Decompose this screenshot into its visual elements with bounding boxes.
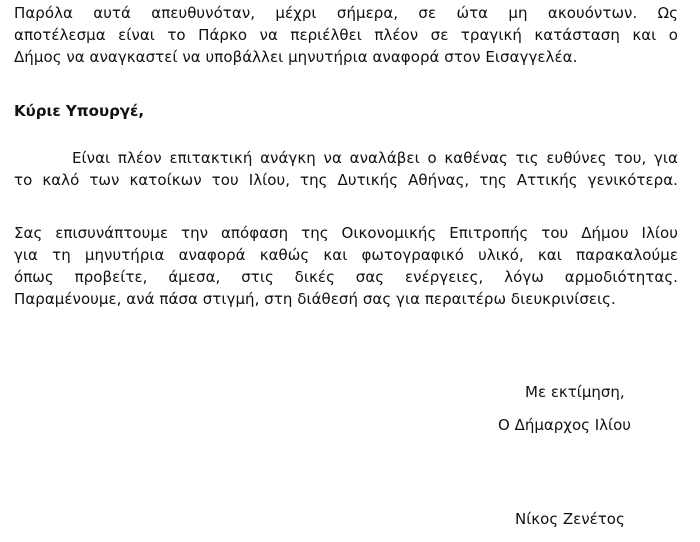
paragraph-3 — [14, 222, 678, 310]
paragraph-3-line-4: Παραμένουμε, ανά πάσα στιγμή, στη διάθεσή σας για περαιτέρω διευκρινίσεις. — [14, 290, 616, 308]
signer-name: Νίκος Ζενέτος — [515, 510, 625, 528]
closing: Με εκτίμηση, — [525, 383, 625, 401]
paragraph-1-line-3: Δήμος να αναγκαστεί να υποβάλλει μηνυτήρια αναφορά στον Εισαγγελέα. — [14, 48, 578, 66]
paragraph-3-line-2: για τη μηνυτήρια αναφορά καθώς και φωτογραφικό υλικό, και παρακαλούμε — [14, 246, 678, 264]
paragraph-1-line-1: Παρόλα αυτά απευθυνόταν, μέχρι σήμερα, σε ώτα μη ακουόντων. Ως — [14, 4, 678, 22]
paragraph-3-line-3: όπως προβείτε, άμεσα, στις δικές σας ενέργειες, λόγω αρμοδιότητας. — [14, 268, 678, 286]
paragraph-2 — [14, 147, 678, 191]
paragraph-1-line-2: αποτέλεσμα είναι το Πάρκο να περιέλθει πλέον σε τραγική κατάσταση και ο — [14, 26, 678, 44]
paragraph-1 — [14, 2, 678, 68]
greeting: Κύριε Υπουργέ, — [14, 102, 145, 120]
signer-title: Ο Δήμαρχος Ιλίου — [498, 416, 631, 434]
paragraph-2-line-2: το καλό των κατοίκων του Ιλίου, της Δυτικής Αθήνας, της Αττικής γενικότερα. — [14, 171, 678, 189]
paragraph-3-line-1: Σας επισυνάπτουμε την απόφαση της Οικονομικής Επιτροπής του Δήμου Ιλίου — [14, 224, 678, 242]
paragraph-2-line-1: Είναι πλέον επιτακτική ανάγκη να αναλάβει ο καθένας τις ευθύνες του, για — [72, 149, 678, 167]
